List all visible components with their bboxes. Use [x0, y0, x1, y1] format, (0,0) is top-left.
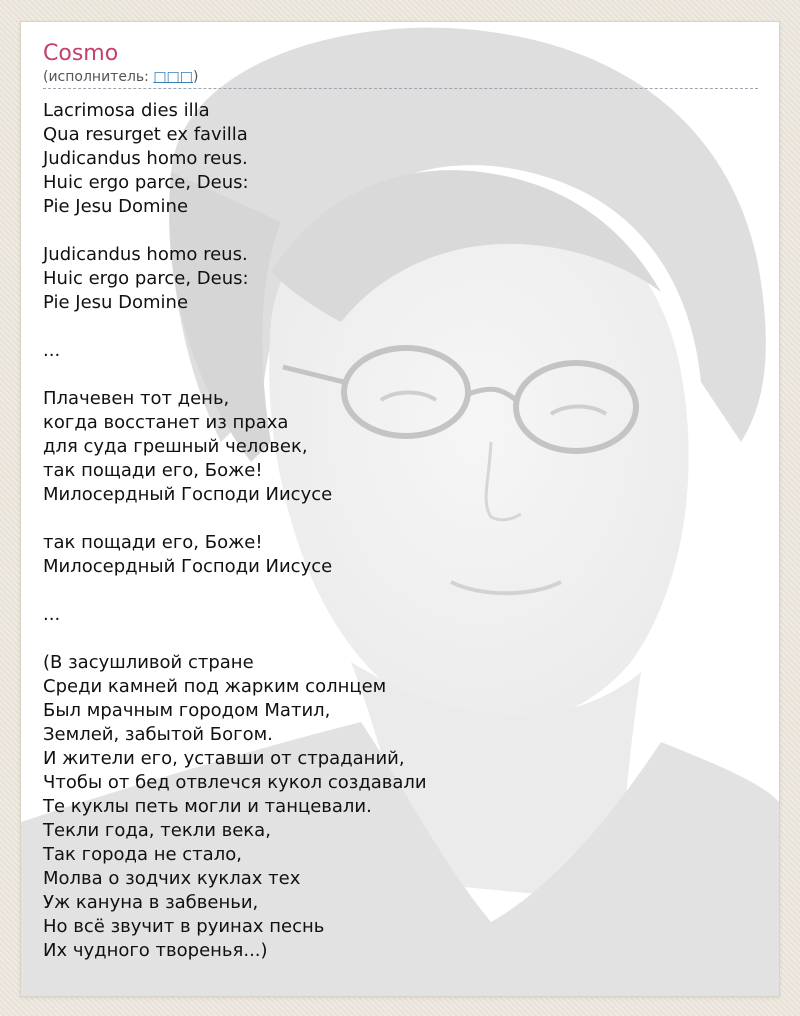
artist-link[interactable]: □□□ — [153, 69, 193, 85]
lyrics-line: Huic ergo parce, Deus: — [43, 172, 249, 193]
lyrics-line: Те куклы петь могли и танцевали. — [43, 796, 372, 817]
lyrics-line: Молва о зодчих куклах тех — [43, 868, 301, 889]
lyrics-text — [43, 99, 758, 963]
lyrics-line: ... — [43, 340, 61, 361]
lyrics-line: Но всё звучит в руинах песнь — [43, 916, 325, 937]
lyrics-blank-line — [43, 315, 758, 339]
lyrics-line: Pie Jesu Domine — [43, 292, 189, 313]
lyrics-line: Huic ergo parce, Deus: — [43, 268, 249, 289]
lyrics-line: Lacrimosa dies illa — [43, 100, 210, 121]
lyrics-line: Pie Jesu Domine — [43, 196, 189, 217]
lyrics-line: для суда грешный человек, — [43, 436, 308, 457]
lyrics-line: Qua resurget ex favilla — [43, 124, 248, 145]
lyrics-line: Милосердный Господи Иисусе — [43, 556, 333, 577]
lyrics-line: Уж кануна в забвеньи, — [43, 892, 259, 913]
lyrics-content — [43, 40, 758, 963]
artist-line — [43, 68, 758, 89]
lyrics-line: Землей, забытой Богом. — [43, 724, 273, 745]
lyrics-line: Был мрачным городом Матил, — [43, 700, 331, 721]
lyrics-line: Judicandus homo reus. — [43, 148, 248, 169]
lyrics-card — [21, 22, 779, 996]
lyrics-line: И жители его, уставши от страданий, — [43, 748, 405, 769]
lyrics-line: когда восстанет из праха — [43, 412, 289, 433]
song-title: Cosmo — [43, 41, 119, 66]
lyrics-line: (В засушливой стране — [43, 652, 254, 673]
lyrics-line: так пощади его, Боже! — [43, 460, 263, 481]
lyrics-line: Плачевен тот день, — [43, 388, 230, 409]
lyrics-blank-line — [43, 579, 758, 603]
lyrics-line: так пощади его, Боже! — [43, 532, 263, 553]
lyrics-line: ... — [43, 604, 61, 625]
lyrics-line: Так города не стало, — [43, 844, 242, 865]
lyrics-line: Чтобы от бед отвлечся кукол создавали — [43, 772, 427, 793]
lyrics-line: Среди камней под жарким солнцем — [43, 676, 387, 697]
lyrics-blank-line — [43, 627, 758, 651]
lyrics-line: Милосердный Господи Иисусе — [43, 484, 333, 505]
artist-prefix: (исполнитель: — [43, 69, 154, 85]
lyrics-line: Judicandus homo reus. — [43, 244, 248, 265]
lyrics-blank-line — [43, 507, 758, 531]
lyrics-line: Их чудного творенья...) — [43, 940, 268, 961]
lyrics-line: Текли года, текли века, — [43, 820, 271, 841]
artist-suffix: ) — [193, 69, 199, 85]
lyrics-blank-line — [43, 219, 758, 243]
lyrics-blank-line — [43, 363, 758, 387]
